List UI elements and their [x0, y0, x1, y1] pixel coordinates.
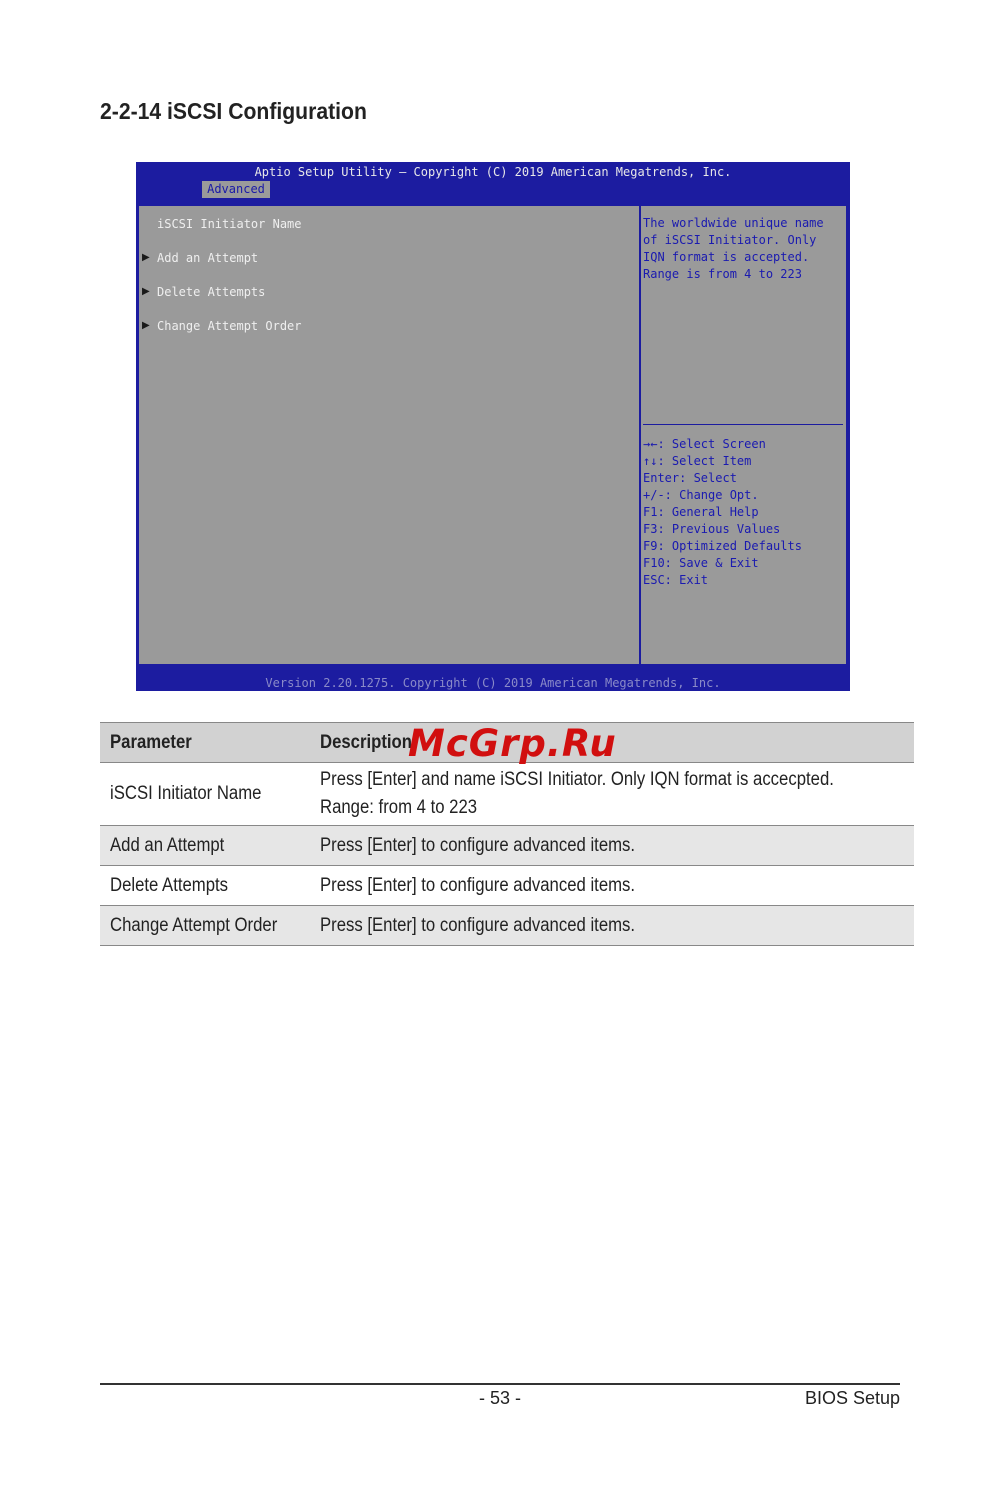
menu-item-iscsi-initiator-name[interactable]: iSCSI Initiator Name	[157, 217, 302, 231]
table-row	[100, 763, 914, 826]
bios-title: Aptio Setup Utility – Copyright (C) 2019 American Megatrends, Inc.	[254, 165, 732, 179]
help-text-line: Range is from 4 to 223	[643, 267, 802, 281]
bios-menu-panel	[139, 206, 641, 664]
key-hint-general-help: F1: General Help	[643, 505, 759, 519]
column-header-parameter: Parameter	[110, 731, 192, 753]
submenu-arrow-icon: ▶	[142, 252, 150, 263]
watermark: McGrp.Ru	[408, 722, 617, 765]
table-row	[100, 906, 914, 946]
param-cell: Delete Attempts	[110, 874, 229, 896]
desc-cell: Press [Enter] to configure advanced items.	[320, 834, 636, 856]
bios-help-panel	[641, 206, 846, 664]
bios-version-footer: Version 2.20.1275. Copyright (C) 2019 American Megatrends, Inc.	[265, 676, 721, 690]
menu-item-change-attempt-order[interactable]: Change Attempt Order	[157, 319, 302, 333]
table-row	[100, 866, 914, 906]
tab-advanced[interactable]: Advanced	[202, 181, 270, 198]
key-hint-previous-values: F3: Previous Values	[643, 522, 781, 536]
key-hint-enter: Enter: Select	[643, 471, 737, 485]
key-hint-save-exit: F10: Save & Exit	[643, 556, 759, 570]
help-text-line: IQN format is accepted.	[643, 250, 810, 264]
submenu-arrow-icon: ▶	[142, 286, 150, 297]
section-title: 2-2-14 iSCSI Configuration	[100, 98, 367, 124]
menu-item-delete-attempts[interactable]: Delete Attempts	[157, 285, 266, 299]
desc-cell: Press [Enter] to configure advanced items.	[320, 874, 636, 896]
key-hint-select-screen: →←: Select Screen	[643, 437, 766, 451]
menu-item-add-an-attempt[interactable]: Add an Attempt	[157, 251, 259, 265]
desc-cell: Press [Enter] and name iSCSI Initiator. Only IQN format is accecpted. Range: from 4 to 223	[320, 769, 835, 818]
footer-section-name: BIOS Setup	[804, 1388, 900, 1408]
footer-divider	[100, 1383, 900, 1385]
submenu-arrow-icon: ▶	[142, 320, 150, 331]
column-header-description: Description	[320, 731, 413, 753]
param-cell: Add an Attempt	[110, 834, 225, 856]
key-hint-optimized-defaults: F9: Optimized Defaults	[643, 539, 802, 553]
param-cell: iSCSI Initiator Name	[110, 783, 262, 804]
help-text-line: of iSCSI Initiator. Only	[643, 233, 817, 247]
param-cell: Change Attempt Order	[110, 914, 278, 936]
page-number: - 53 -	[478, 1388, 521, 1408]
bios-body	[138, 205, 847, 665]
help-divider	[643, 424, 843, 425]
key-hint-change-opt: +/-: Change Opt.	[643, 488, 759, 502]
key-hint-select-item: ↑↓: Select Item	[643, 454, 752, 468]
key-hint-exit: ESC: Exit	[643, 573, 709, 587]
desc-cell: Press [Enter] to configure advanced items.	[320, 914, 636, 936]
help-text-line: The worldwide unique name	[643, 216, 824, 230]
bios-screenshot	[136, 162, 850, 691]
table-row	[100, 826, 914, 866]
